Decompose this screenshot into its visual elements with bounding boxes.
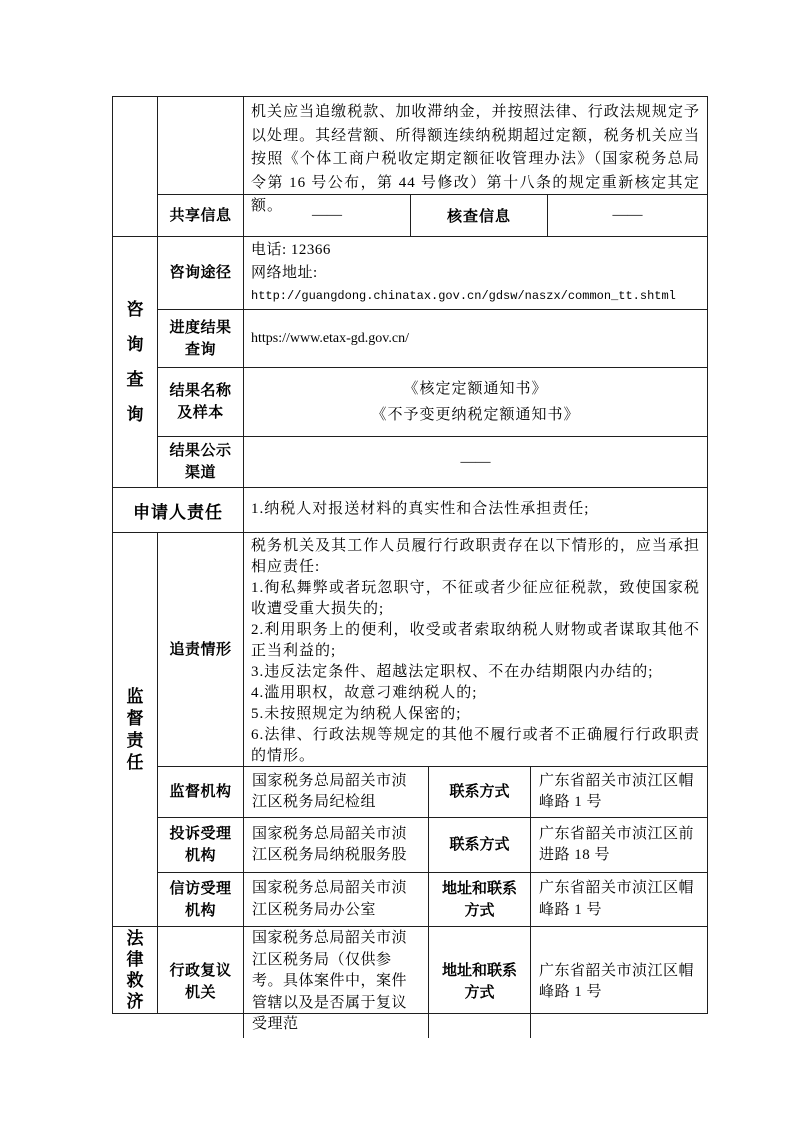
- review-contact-value: 广东省韶关市浈江区帽峰路 1 号: [539, 962, 695, 1001]
- accountability-item: 3.违反法定条件、超越法定职权、不在办结期限内办结的;: [251, 664, 654, 680]
- progress-query-url: https://www.etax-gd.gov.cn/: [251, 330, 409, 346]
- result-doc-1: 《核定定额通知书》: [403, 381, 548, 397]
- section-supervision: [113, 533, 707, 927]
- row-complaint-agency: [158, 818, 707, 873]
- accountability-label: 追责情形: [158, 533, 244, 766]
- review-agency-org: 国家税务总局韶关市浈江区税务局（仅供参考。具体案件中，案件管辖以及是否属于复议受理范: [252, 930, 408, 1032]
- accountability-item: 4.滥用职权，故意刁难纳税人的;: [251, 685, 478, 701]
- category-label-consult: 咨询查询: [126, 300, 144, 424]
- progress-query-label: 进度结果查询: [158, 310, 244, 367]
- consult-web-label: 网络地址:: [251, 265, 318, 281]
- category-label-legal: 法律救济: [126, 929, 144, 1011]
- row-progress-query: [158, 310, 707, 368]
- shared-info-label: 共享信息: [158, 195, 244, 236]
- result-publicity-value: ——: [460, 453, 491, 470]
- consult-url: http://guangdong.chinatax.gov.cn/gdsw/naszx/common_tt.shtml: [251, 289, 676, 303]
- accountability-item: 6.法律、行政法规等规定的其他不履行或者不正确履行行政职责的情形。: [251, 727, 700, 764]
- supervisory-agency-label: 监督机构: [158, 767, 244, 817]
- result-name-label: 结果名称及样本: [158, 368, 244, 436]
- petition-contact-label: 地址和联系方式: [429, 873, 531, 926]
- accountability-intro: 税务机关及其工作人员履行行政职责存在以下情形的，应当承担相应责任:: [251, 538, 700, 575]
- applicant-duty-label: 申请人责任: [113, 488, 244, 532]
- complaint-agency-org: 国家税务总局韶关市浈江区税务局纳税服务股: [252, 825, 408, 863]
- complaint-contact-label: 联系方式: [429, 818, 531, 872]
- complaint-contact-value: 广东省韶关市浈江区前进路 18 号: [539, 825, 695, 863]
- service-guide-table: [112, 96, 708, 1032]
- check-info-value: ——: [612, 207, 643, 223]
- category-cell-consult: [113, 237, 158, 487]
- accountability-item: 1.徇私舞弊或者玩忽职守，不征或者少征应征税款，致使国家税收遭受重大损失的;: [251, 580, 700, 617]
- row-review-agency: [158, 927, 707, 1038]
- supervisory-agency-org: 国家税务总局韶关市浈江区税务局纪检组: [252, 772, 408, 810]
- consult-channel-label: 咨询途径: [158, 237, 244, 309]
- sublabel-cell-empty: [158, 97, 244, 194]
- review-contact-label: 地址和联系方式: [429, 927, 531, 1038]
- category-cell-legal: [113, 927, 158, 1013]
- section-overflow: [113, 97, 707, 237]
- section-consult: [113, 237, 707, 488]
- category-cell-empty: [113, 97, 158, 236]
- accountability-item: 2.利用职务上的便利，收受或者索取纳税人财物或者谋取其他不正当利益的;: [251, 622, 700, 659]
- review-agency-label: 行政复议机关: [158, 927, 244, 1038]
- applicant-duty-content: 1.纳税人对报送材料的真实性和合法性承担责任;: [251, 501, 590, 518]
- accountability-item: 5.未按照规定为纳税人保密的;: [251, 706, 462, 722]
- result-doc-2: 《不予变更纳税定额通知书》: [371, 407, 580, 423]
- row-accountability: [158, 533, 707, 767]
- continuation-paragraph: 机关应当追缴税款、加收滞纳金，并按照法律、行政法规规定予以处理。其经营额、所得额连续纳税期超过定额，税务机关应当按照《个体工商户税收定期定额征收管理办法》（国家税务总局令第 16 号公布，第 44 号修改）第十八条的规定重新核定其定额。: [251, 104, 700, 214]
- section-applicant: [113, 488, 707, 533]
- category-label-supervision: 监督责任: [126, 686, 144, 772]
- petition-contact-value: 广东省韶关市浈江区帽峰路 1 号: [539, 880, 695, 918]
- supervisory-contact-value: 广东省韶关市浈江区帽峰路 1 号: [539, 772, 695, 810]
- section-legal-remedy: [113, 927, 707, 1032]
- petition-agency-org: 国家税务总局韶关市浈江区税务局办公室: [252, 880, 408, 918]
- category-cell-supervision: [113, 533, 158, 926]
- supervisory-contact-label: 联系方式: [429, 767, 531, 817]
- row-result-name: [158, 368, 707, 437]
- complaint-agency-label: 投诉受理机构: [158, 818, 244, 872]
- row-consult-channel: [158, 237, 707, 310]
- row-petition-agency: [158, 873, 707, 926]
- row-result-publicity: [158, 437, 707, 487]
- petition-agency-label: 信访受理机构: [158, 873, 244, 926]
- row-continuation: [158, 97, 707, 214]
- shared-info-value: ——: [244, 195, 411, 236]
- row-supervisory-agency: [158, 767, 707, 818]
- row-shared-info: [158, 195, 707, 236]
- check-info-label: 核查信息: [411, 195, 548, 236]
- consult-phone: 电话: 12366: [251, 242, 331, 258]
- result-publicity-label: 结果公示渠道: [158, 437, 244, 487]
